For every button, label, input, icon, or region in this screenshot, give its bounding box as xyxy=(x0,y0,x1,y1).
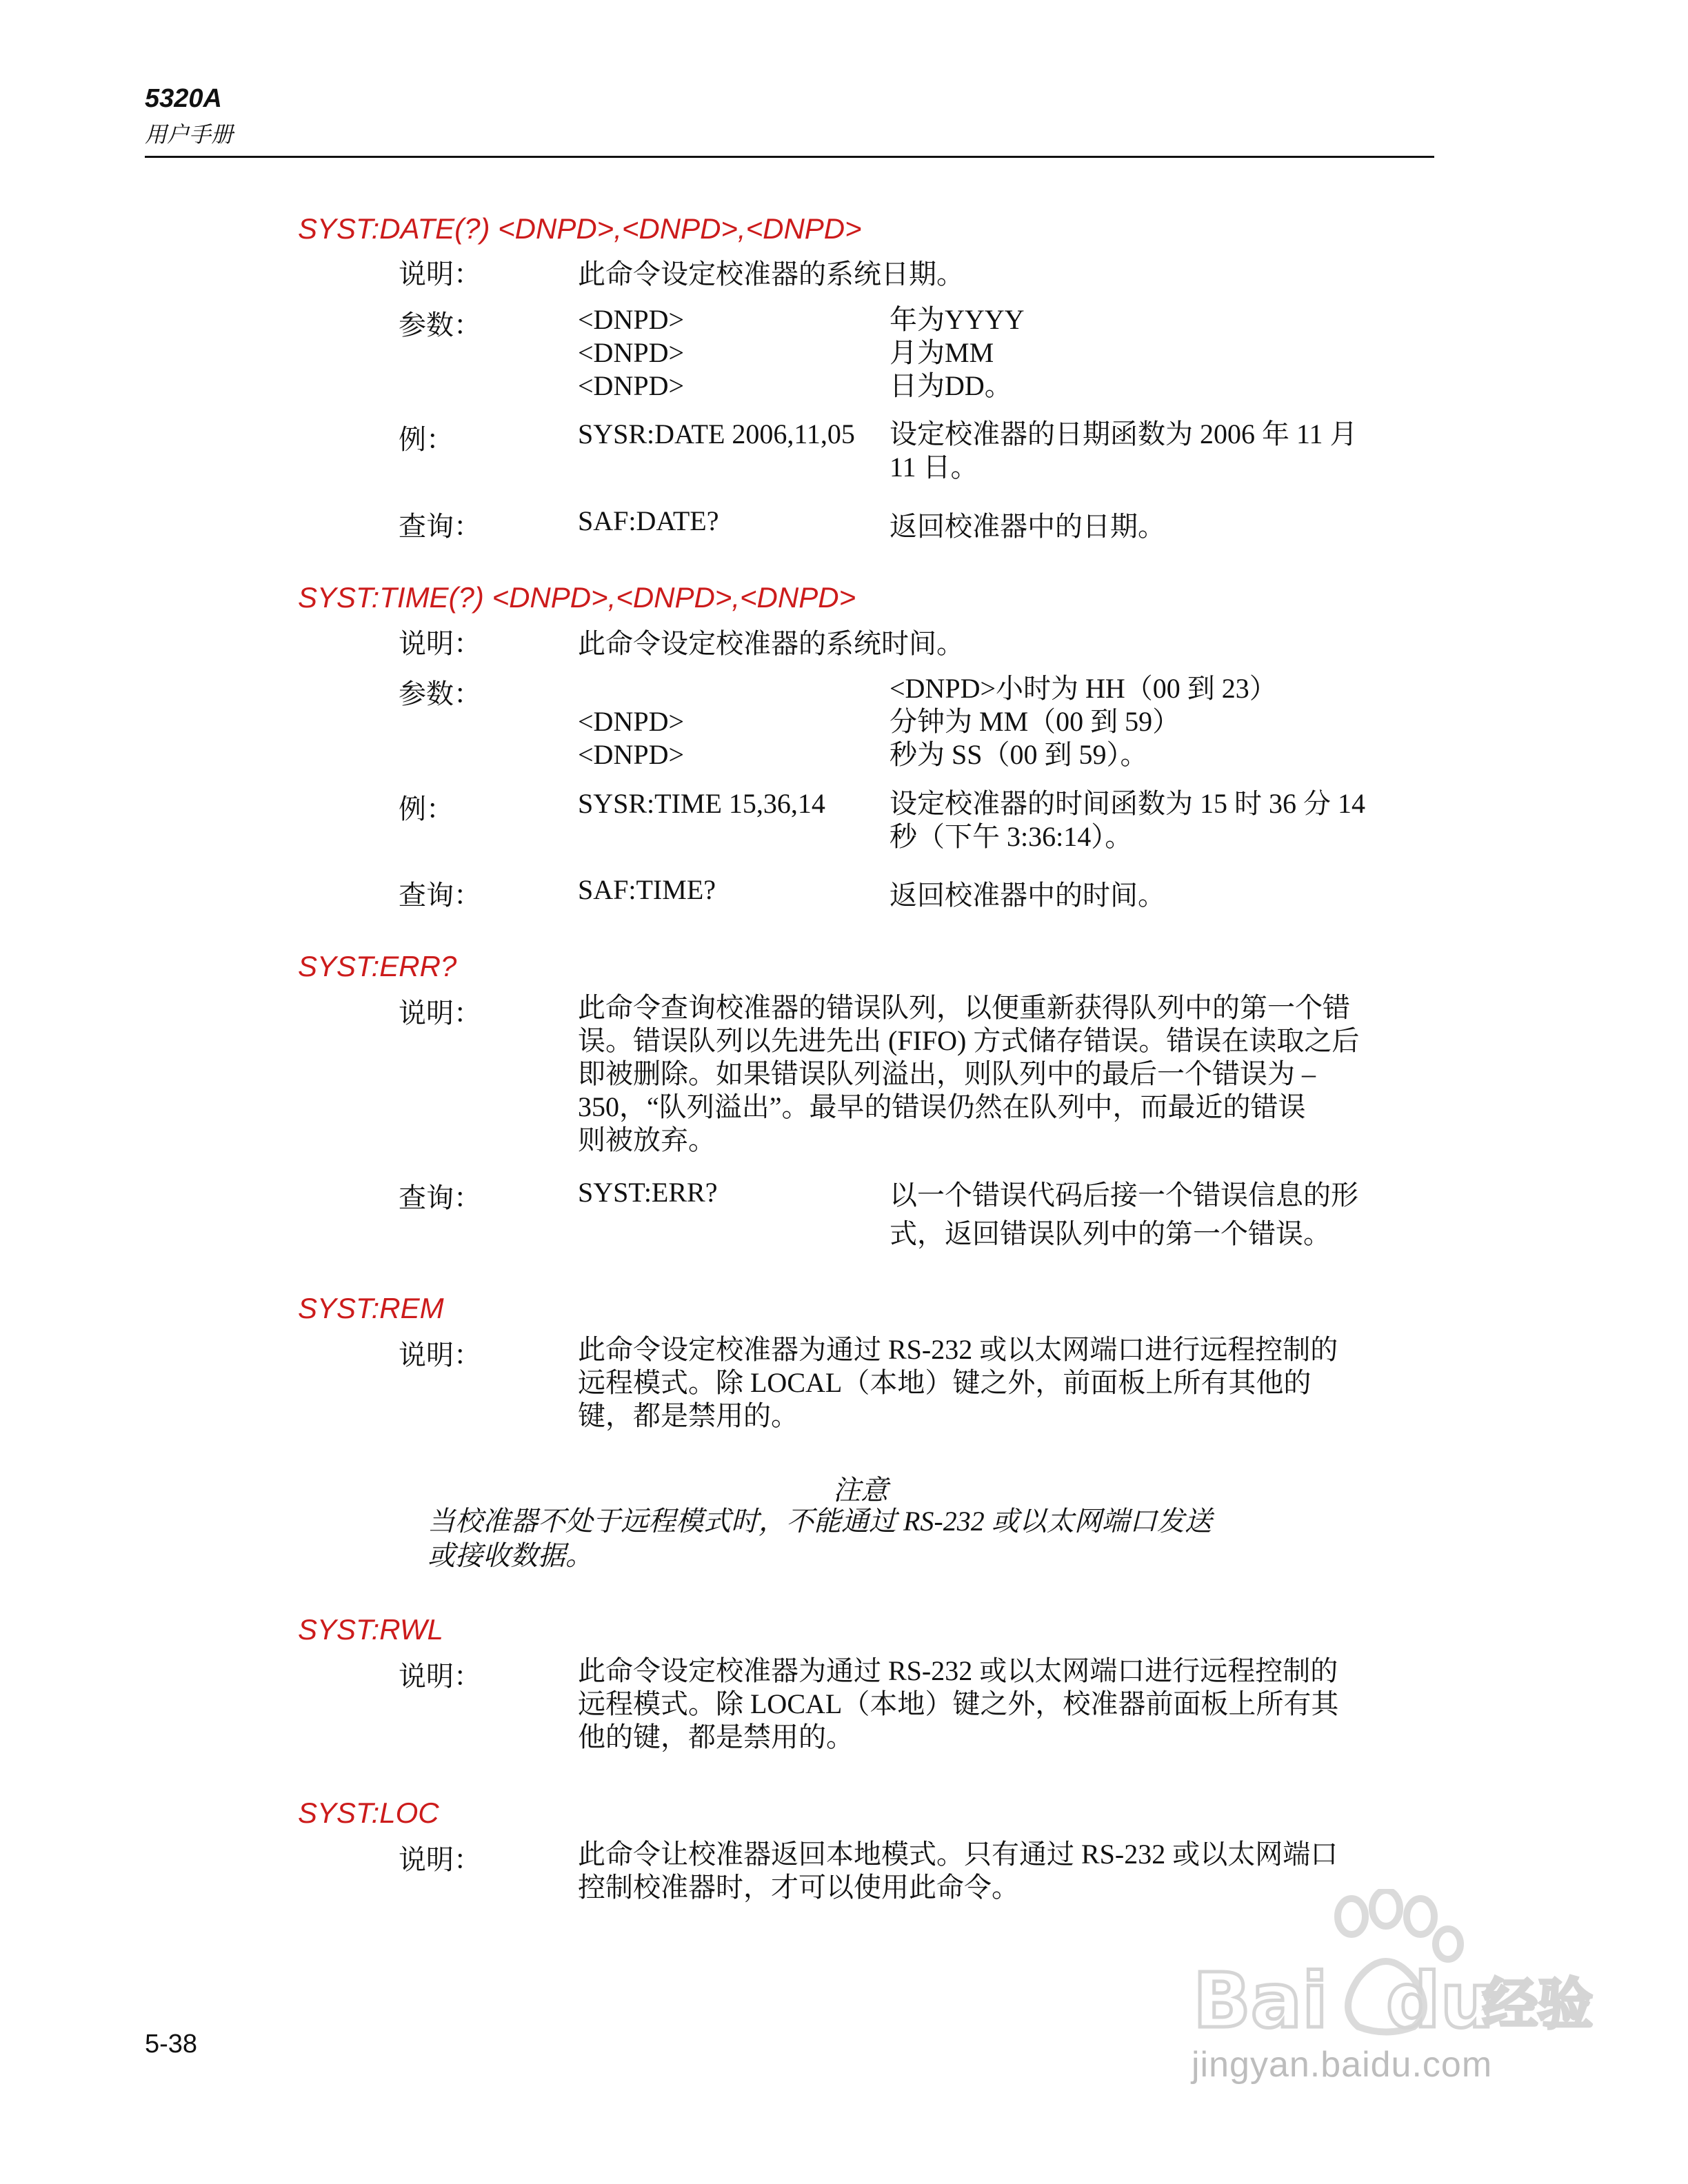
rem-description xyxy=(578,1333,1338,1433)
param-value: 秒为 SS（00 到 59）。 xyxy=(890,739,1148,770)
desc-line: 350，“队列溢出”。最早的错误仍然在队列中，而最近的错误 xyxy=(578,1091,1306,1122)
desc-line: 键，都是禁用的。 xyxy=(578,1400,798,1431)
param-name: <DNPD> xyxy=(578,739,685,770)
desc-line: 此命令让校准器返回本地模式。只有通过 RS-232 或以太网端口 xyxy=(578,1839,1338,1870)
query-line: 式，返回错误队列中的第一个错误。 xyxy=(890,1218,1331,1249)
param-name: <DNPD> xyxy=(578,304,685,335)
param-value: 月为MM xyxy=(890,337,994,368)
example-line: 设定校准器的日期函数为 2006 年 11 月 xyxy=(890,418,1358,449)
note-title: 注意 xyxy=(833,1475,888,1506)
time-param-values xyxy=(890,672,1277,771)
manual-model: 5320A xyxy=(145,84,222,113)
time-desc-label: 说明： xyxy=(399,628,481,659)
manual-subtitle: 用户手册 xyxy=(145,122,234,147)
err-desc-label: 说明： xyxy=(399,998,481,1029)
param-name: <DNPD> xyxy=(578,706,685,737)
rem-desc-label: 说明： xyxy=(399,1339,481,1371)
desc-line: 他的键，都是禁用的。 xyxy=(578,1721,854,1752)
time-params-label: 参数： xyxy=(399,678,481,709)
rem-command-title: SYST:REM xyxy=(298,1292,444,1324)
example-line: 秒（下午 3:36:14）。 xyxy=(890,821,1133,852)
date-query-label: 查询： xyxy=(399,511,481,542)
svg-text:Bai: Bai xyxy=(1193,1957,1328,2045)
rwl-command-title: SYST:RWL xyxy=(298,1613,443,1646)
page-number: 5-38 xyxy=(145,2030,198,2059)
err-query-command: SYST:ERR? xyxy=(578,1177,718,1208)
param-name: <DNPD> xyxy=(578,370,685,401)
time-query-description: 返回校准器中的时间。 xyxy=(890,880,1165,911)
time-example-label: 例： xyxy=(399,793,454,825)
param-value: <DNPD>小时为 HH（00 到 23） xyxy=(890,673,1277,704)
desc-line: 远程模式。除 LOCAL（本地）键之外，前面板上所有其他的 xyxy=(578,1367,1312,1398)
date-params-label: 参数： xyxy=(399,310,481,341)
header-rule xyxy=(145,156,1434,158)
loc-command-title: SYST:LOC xyxy=(298,1797,439,1829)
date-example-command: SYSR:DATE 2006,11,05 xyxy=(578,418,855,449)
param-name: <DNPD> xyxy=(578,337,685,368)
watermark-url: jingyan.baidu.com xyxy=(1192,2045,1493,2085)
desc-line: 控制校准器时，才可以使用此命令。 xyxy=(578,1872,1019,1903)
param-name xyxy=(578,672,684,705)
example-line: 11 日。 xyxy=(890,452,978,483)
loc-desc-label: 说明： xyxy=(399,1844,481,1875)
desc-line: 此命令设定校准器为通过 RS-232 或以太网端口进行远程控制的 xyxy=(578,1334,1338,1365)
date-description: 此命令设定校准器的系统日期。 xyxy=(578,259,964,290)
desc-line: 此命令查询校准器的错误队列，以便重新获得队列中的第一个错 xyxy=(578,992,1350,1023)
date-desc-label: 说明： xyxy=(399,259,481,290)
date-example-label: 例： xyxy=(399,424,454,455)
note-line: 当校准器不处于远程模式时，不能通过 RS-232 或以太网端口发送 xyxy=(428,1506,1212,1537)
query-line: 以一个错误代码后接一个错误信息的形 xyxy=(890,1180,1358,1211)
date-param-names xyxy=(578,303,684,403)
note-line: 或接收数据。 xyxy=(428,1540,593,1571)
time-example-description xyxy=(890,787,1365,853)
date-command-title: SYST:DATE(?) <DNPD>,<DNPD>,<DNPD> xyxy=(298,212,862,245)
example-line: 设定校准器的时间函数为 15 时 36 分 14 xyxy=(890,788,1365,819)
param-value: 分钟为 MM（00 到 59） xyxy=(890,706,1180,737)
rwl-description xyxy=(578,1655,1338,1754)
time-example-command: SYSR:TIME 15,36,14 xyxy=(578,788,825,819)
time-query-label: 查询： xyxy=(399,880,481,911)
desc-line: 误。错误队列以先进先出 (FIFO) 方式储存错误。错误在读取之后 xyxy=(578,1025,1360,1056)
desc-line: 远程模式。除 LOCAL（本地）键之外，校准器前面板上所有其 xyxy=(578,1688,1339,1719)
param-value: 年为YYYY xyxy=(890,304,1025,335)
err-query-label: 查询： xyxy=(399,1182,481,1213)
date-query-command: SAF:DATE? xyxy=(578,505,719,536)
err-query-description xyxy=(890,1176,1358,1253)
desc-line: 则被放弃。 xyxy=(578,1124,716,1155)
note-body xyxy=(428,1504,1212,1573)
param-value: 日为DD。 xyxy=(890,370,1012,401)
err-command-title: SYST:ERR? xyxy=(298,950,457,982)
svg-text:du: du xyxy=(1386,1957,1495,2045)
time-query-command: SAF:TIME? xyxy=(578,874,716,905)
desc-line: 即被删除。如果错误队列溢出，则队列中的最后一个错误为 – xyxy=(578,1058,1316,1089)
time-description: 此命令设定校准器的系统时间。 xyxy=(578,628,964,659)
date-param-values xyxy=(890,303,1025,403)
desc-line: 此命令设定校准器为通过 RS-232 或以太网端口进行远程控制的 xyxy=(578,1655,1338,1686)
time-command-title: SYST:TIME(?) <DNPD>,<DNPD>,<DNPD> xyxy=(298,581,856,614)
err-description xyxy=(578,991,1359,1157)
rwl-desc-label: 说明： xyxy=(399,1661,481,1692)
date-query-description: 返回校准器中的日期。 xyxy=(890,511,1165,542)
time-param-names xyxy=(578,672,684,771)
date-example-description xyxy=(890,418,1358,484)
svg-text:经验: 经验 xyxy=(1483,1972,1593,2036)
